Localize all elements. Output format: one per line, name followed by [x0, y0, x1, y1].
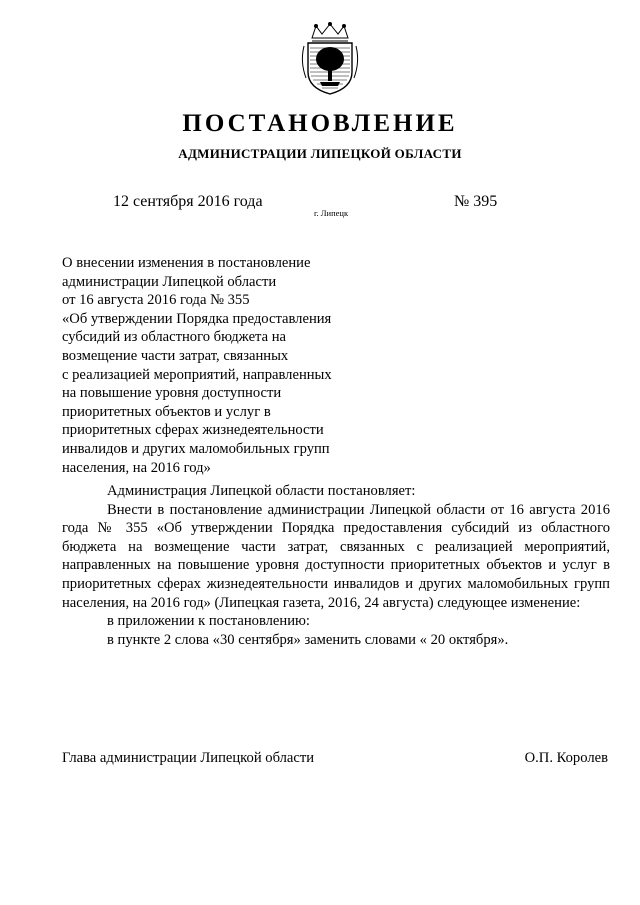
document-subtitle: АДМИНИСТРАЦИИ ЛИПЕЦКОЙ ОБЛАСТИ [178, 146, 462, 161]
subject-line: инвалидов и других маломобильных групп [62, 440, 330, 457]
coat-of-arms-icon [298, 22, 362, 96]
body-intro: Администрация Липецкой области постановляет: [107, 483, 416, 499]
subject-line: субсидий из областного бюджета на [62, 329, 287, 346]
subject-line: О внесении изменения в постановление [62, 255, 311, 271]
subject-line: населения, на 2016 год» [62, 459, 211, 476]
document-body [62, 482, 610, 649]
subject-line: возмещение части затрат, связанных [62, 347, 289, 364]
subject-line: от 16 августа 2016 года № 355 [62, 292, 250, 309]
document-date: 12 сентября 2016 года [113, 193, 263, 210]
document-city: г. Липецк [314, 208, 349, 218]
subject-line: на повышение уровня доступности [62, 385, 282, 402]
document-subject [62, 254, 362, 477]
body-main-paragraph: Внести в постановление администрации Липецкой области от 16 августа 2016 года № 355 «Об утверждении Порядка предоставления субсидий из областного бюджета на возмещение части затрат, связанных с реализацией мероприятий, направленных на повышение уровня доступности приоритетных объектов и услуг в приоритетных сферах жизнедеятельности инвалидов и других маломобильных групп населения, на 2016 год» (Липецкая газета, 2016, 24 августа) следующее изменение: [62, 501, 610, 611]
signatory-position: Глава администрации Липецкой области [62, 750, 315, 766]
document-number: № 395 [454, 193, 498, 210]
subject-line: администрации Липецкой области [62, 273, 277, 290]
subject-line: «Об утверждении Порядка предоставления [62, 310, 332, 327]
signatory-name: О.П. Королев [524, 750, 608, 766]
body-item: в пункте 2 слова «30 сентября» заменить словами « 20 октября». [107, 631, 509, 648]
document-title: ПОСТАНОВЛЕНИЕ [182, 110, 458, 137]
subject-line: приоритетных сферах жизнедеятельности [62, 422, 324, 439]
body-item: в приложении к постановлению: [107, 613, 310, 630]
subject-line: приоритетных объектов и услуг в [62, 403, 271, 420]
subject-line: с реализацией мероприятий, направленных [62, 366, 332, 383]
